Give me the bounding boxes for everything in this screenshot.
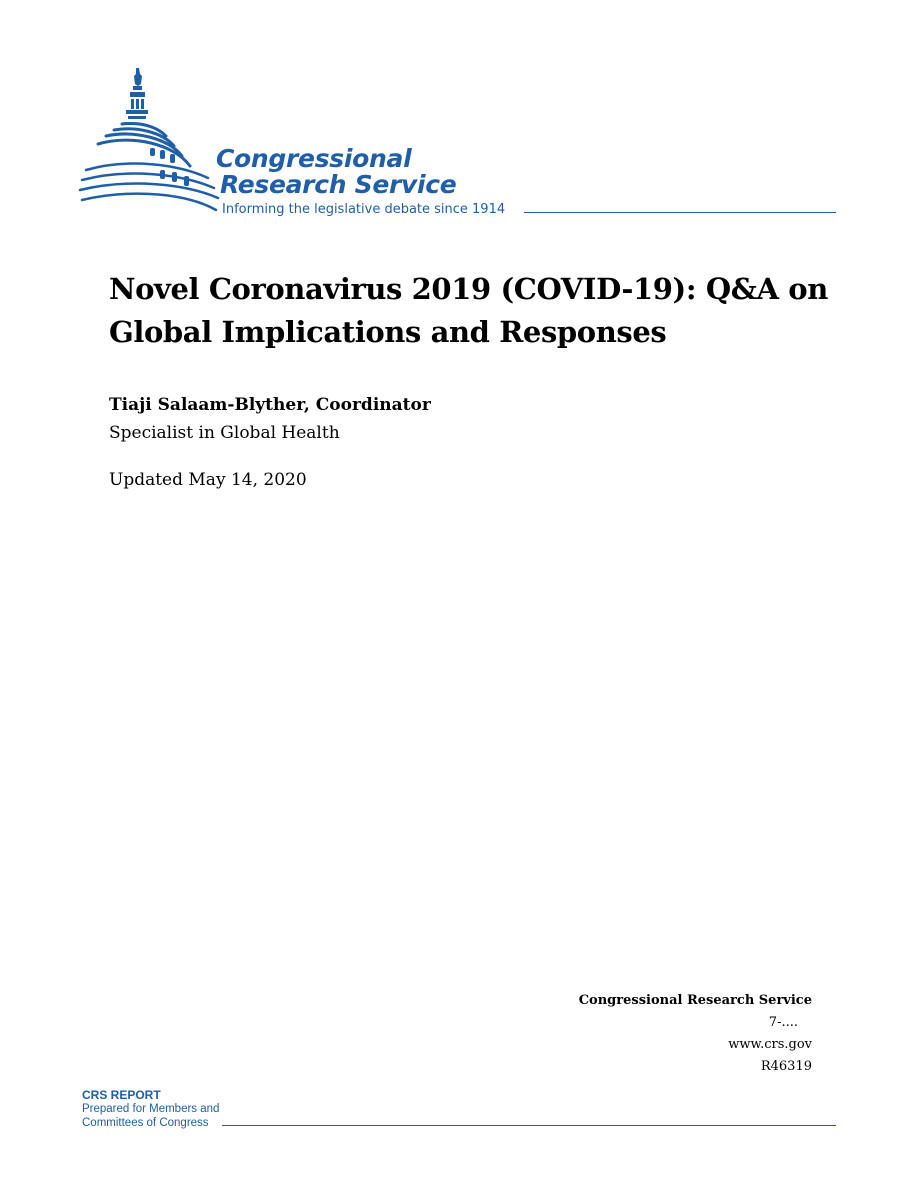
organization-name: Congressional Research Service	[578, 993, 812, 1008]
updated-date: Updated May 14, 2020	[109, 470, 307, 490]
website-link[interactable]: www.crs.gov	[728, 1037, 812, 1052]
author-role: Specialist in Global Health	[109, 423, 340, 443]
author-name: Tiaji Salaam-Blyther, Coordinator	[109, 395, 431, 415]
crs-report-label: CRS REPORT	[82, 1088, 161, 1102]
logo-wordmark-line1: Congressional	[216, 144, 412, 173]
report-title: Novel Coronavirus 2019 (COVID-19): Q&A on Global Implications and Responses	[109, 272, 828, 349]
prepared-for-line1: Prepared for Members and	[82, 1103, 220, 1115]
report-number: R46319	[760, 1059, 812, 1074]
prepared-for-line2: Committees of Congress	[82, 1117, 209, 1129]
header-divider	[524, 212, 836, 213]
report-code: 7-....	[768, 1015, 798, 1030]
report-info-block	[579, 990, 812, 1078]
footer-divider	[222, 1125, 836, 1126]
logo-wordmark-line2: Research Service	[220, 170, 457, 199]
capitol-dome-logo-icon	[78, 66, 224, 218]
logo-tagline: Informing the legislative debate since 1914	[222, 202, 506, 217]
